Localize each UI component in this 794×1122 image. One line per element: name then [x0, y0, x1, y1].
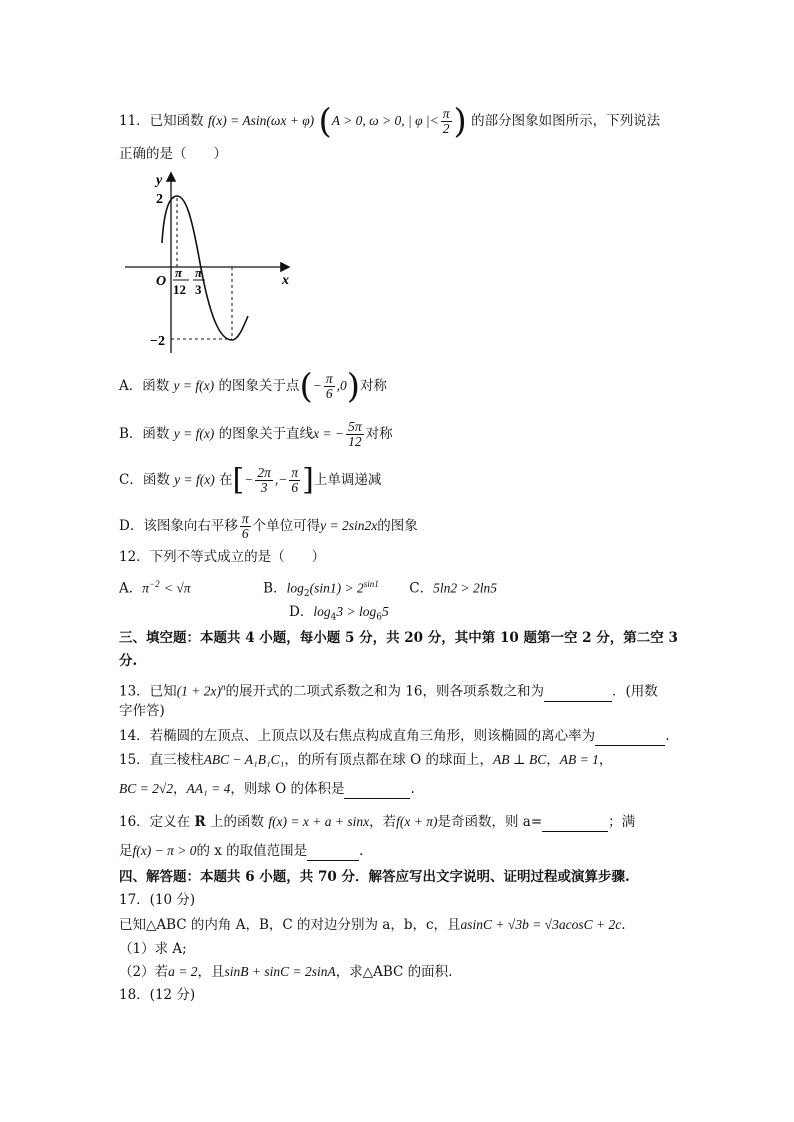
q12-option-d: D．$\log_43 > \log_65$: [289, 604, 389, 623]
section4-heading: 四、解答题：本题共 6 小题，共 70 分．解答应写出文字说明、证明过程或演算步骤.: [119, 869, 630, 885]
q17-head: 17．(10 分): [119, 892, 196, 908]
q15-line1: 15．直三棱柱ABC − A₁B₁C₁，的所有顶点都在球 O 的球面上，AB ⊥ BC，AB = 1，: [119, 752, 613, 768]
q11-line2: 正确的是（ ）: [119, 146, 227, 162]
q11-line1: 11．已知函数 f(x) = Asin(ωx + φ) (A > 0, ω > 0, | φ |< $\frac{\pi}{2}$ ) 的部分图象如图所示，下列说法: [119, 101, 661, 142]
q16-line1: 16．定义在 R 上的函数 f(x) = x + a + sinx，若f(x + π)是奇函数，则 a= ；满: [119, 814, 636, 830]
q16-line2: 足f(x) − π > 0的 x 的取值范围是 .: [119, 843, 364, 859]
q13-line1: 13．已知$(1 + 2x)^n$的展开式的二项式系数之和为 16，则各项系数之和为 ．(用数: [119, 682, 658, 700]
tick2-den: 3: [195, 282, 202, 297]
origin-label: O: [156, 274, 167, 289]
q11-option-b: B．函数 y = f(x) 的图象关于直线x = − $\frac{5\pi}{12}$ 对称: [119, 419, 393, 449]
section3-heading-line1: 三、填空题：本题共 4 小题，每小题 5 分，共 20 分，其中第 10 题第一空 2 分，第二空 3: [119, 630, 678, 646]
q13-line2: 字作答): [119, 703, 165, 719]
y-min-label: −2: [150, 334, 165, 349]
y-max-label: 2: [156, 192, 163, 207]
q18-head: 18．(12 分): [119, 987, 196, 1003]
q17-part2: （2）若a = 2，且sinB + sinC = 2sinA，求△ABC 的面积.: [119, 964, 453, 980]
q11-option-c: C．函数 y = f(x) 在[− $\frac{2\pi}{3}$ ,− $\frac{\pi}{6}$ ]上单调递减: [119, 462, 382, 498]
q17-stem: 已知△ABC 的内角 A，B，C 的对边分别为 a，b，c，且asinC + √3b = √3acosC + 2c.: [119, 917, 626, 933]
q15-line2: BC = 2√2，AA₁ = 4，则球 O 的体积是 .: [119, 781, 415, 797]
q12-options-row1: A．$\pi^{-2} < √\pi$ B．$\log_2(\sin 1) > 2^{sin1}$ C．5ln2 > 2ln5: [119, 579, 498, 600]
q17-part1: （1）求 A;: [119, 941, 187, 957]
tick2-num: π: [195, 265, 203, 280]
q14: 14．若椭圆的左顶点、上顶点以及右焦点构成直角三角形，则该椭圆的离心率为 .: [119, 728, 670, 744]
q12-stem: 12．下列不等式成立的是（ ）: [119, 549, 326, 565]
sine-graph-figure: [120, 168, 305, 358]
x-axis-label: x: [282, 273, 289, 288]
y-axis-label: y: [156, 173, 163, 188]
tick1-num: π: [175, 265, 183, 280]
q11-option-a: A．函数 y = f(x) 的图象关于点(− $\frac{\pi}{6}$ ,0)对称: [119, 366, 387, 407]
section3-heading-line2: 分.: [119, 653, 138, 669]
q11-option-d: D．该图象向右平移 $\frac{\pi}{6}$ 个单位可得y = 2sin2x的图象: [119, 511, 418, 541]
tick1-den: 12: [173, 282, 186, 297]
